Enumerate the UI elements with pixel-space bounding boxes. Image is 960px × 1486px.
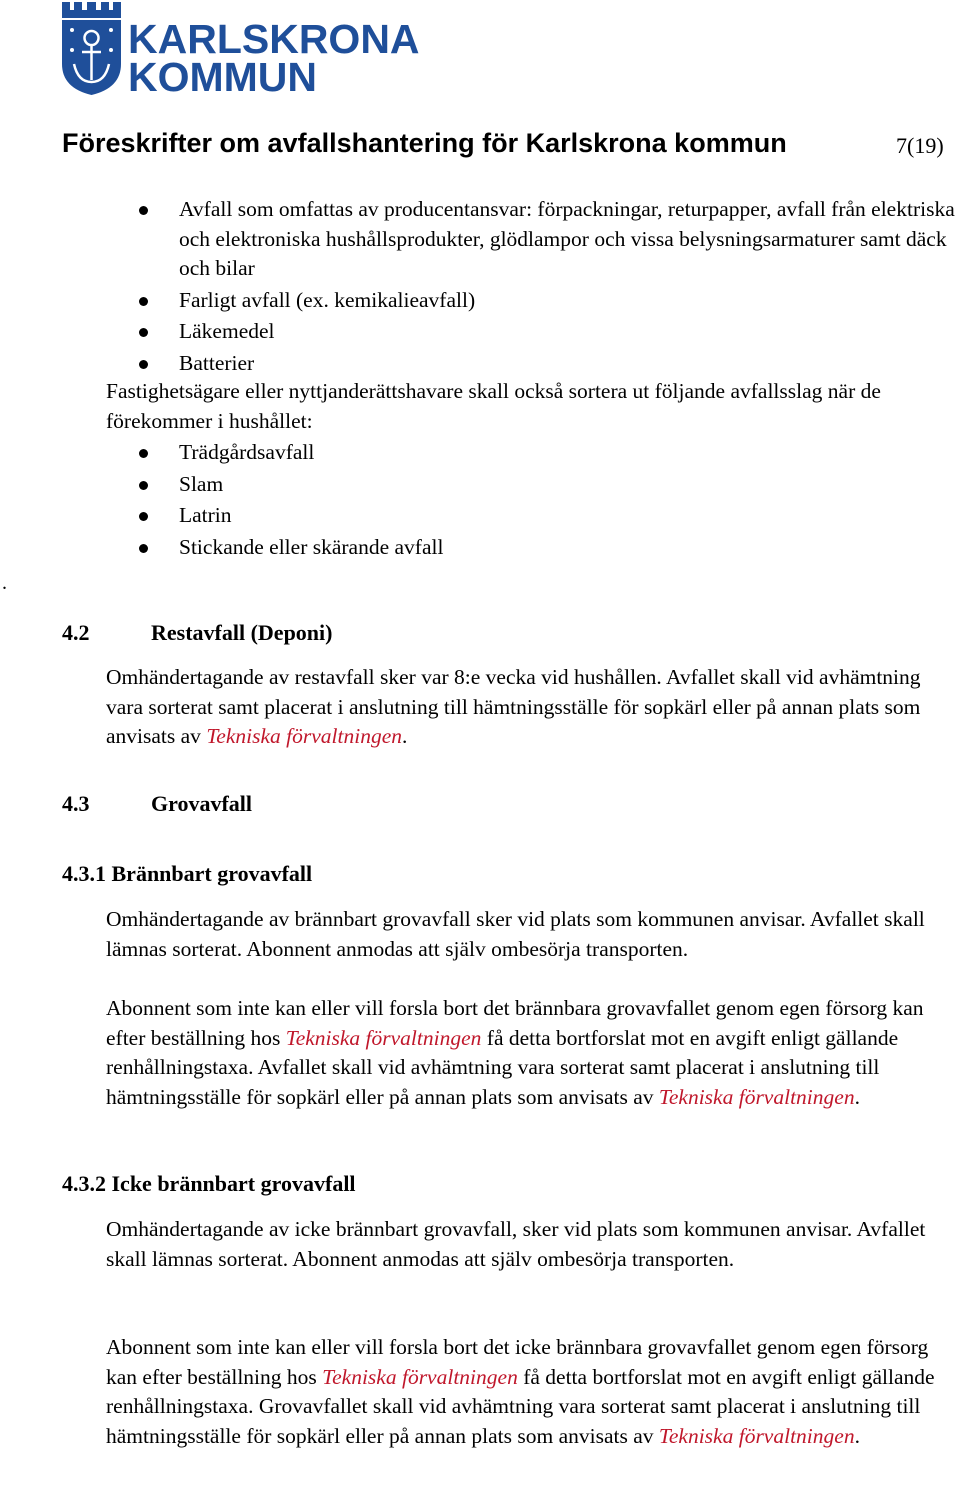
list-item-text: Latrin <box>179 503 232 527</box>
list-item <box>134 286 960 316</box>
list-item-text: Trädgårdsavfall <box>179 440 315 464</box>
section-number: 4.3.2 <box>62 1171 106 1196</box>
list-item <box>134 438 960 468</box>
section-heading-4-3-2 <box>62 1171 356 1197</box>
paragraph-text: Abonnent som inte kan eller vill forsla bort det icke brännbara grovavfallet genom egen försorg kan efter beställning hos <box>106 1335 929 1389</box>
bullet-list-sorted-waste <box>134 195 960 378</box>
section-title: Brännbart grovavfall <box>111 861 313 886</box>
section-title: Icke brännbart grovavfall <box>111 1171 356 1196</box>
list-item-text: Farligt avfall (ex. kemikalieavfall) <box>179 287 476 312</box>
paragraph-text: . <box>402 724 408 748</box>
list-item-text: Batterier <box>179 350 255 375</box>
paragraph-text: . <box>854 1423 860 1448</box>
bullet-icon <box>139 512 148 521</box>
section-4-3-2-paragraph-2 <box>106 1333 956 1451</box>
bullet-icon <box>139 297 148 306</box>
list-item <box>134 501 960 531</box>
brand-logo <box>128 16 420 100</box>
municipal-crest-icon <box>60 2 124 96</box>
bullet-list-extra-waste <box>134 438 960 562</box>
bullet-icon <box>139 544 148 553</box>
section-number: 4.3.1 <box>62 861 106 886</box>
section-number: 4.2 <box>62 620 90 645</box>
stray-mark: . <box>2 572 7 594</box>
bullet-icon <box>139 206 148 215</box>
page-number: 7(19) <box>896 133 944 158</box>
tekniska-forvaltningen-link[interactable]: Tekniska förvaltningen <box>285 1025 482 1050</box>
list-item-text: Stickande eller skärande avfall <box>179 534 444 559</box>
list-item <box>134 533 960 563</box>
section-title: Grovavfall <box>151 791 253 816</box>
bullet-icon <box>139 328 148 337</box>
section-heading-4-2 <box>62 620 332 646</box>
list-item <box>134 317 960 347</box>
paragraph-text: få detta bortforslat mot en avgift enligt gällande renhållningstaxa. Avfallet skall vid avhämtning vara sorterat samt placerat i anslutning till hämtningsställe för sopkärl eller på annan plats som anvisats av <box>106 1025 899 1109</box>
bullet-icon <box>139 449 148 458</box>
section-4-2-paragraph <box>106 663 956 752</box>
bullet-icon <box>139 481 148 490</box>
paragraph-text: få detta bortforslat mot en avgift enligt gällande renhållningstaxa. Grovavfallet skall vid avhämtning vara sorterat samt placerat i anslutning till hämtningsställe för sopkärl eller på annan plats som anvisats av <box>106 1364 935 1448</box>
list-item <box>134 470 960 500</box>
section-4-3-1-paragraph-2 <box>106 994 960 1112</box>
section-title: Restavfall (Deponi) <box>151 620 333 645</box>
section-number: 4.3 <box>62 791 90 816</box>
list-item-text: Läkemedel <box>179 319 275 343</box>
list-item-text: Avfall som omfattas av producentansvar: förpackningar, returpapper, avfall från elektriska och elektroniska hushållsprodukter, glödlampor och vissa belysningsarmaturer samt däck och bilar <box>179 197 955 280</box>
section-heading-4-3 <box>62 791 252 817</box>
list-item <box>134 349 960 379</box>
tekniska-forvaltningen-link[interactable]: Tekniska förvaltningen <box>322 1364 518 1389</box>
list-item <box>134 195 960 284</box>
bullet-icon <box>139 360 148 369</box>
tekniska-forvaltningen-link[interactable]: Tekniska förvaltningen <box>658 1084 855 1109</box>
document-title: Föreskrifter om avfallshantering för Karlskrona kommun <box>62 128 787 158</box>
section-heading-4-3-1 <box>62 861 312 887</box>
paragraph-text: Omhändertagande av restavfall sker var 8:e vecka vid hushållen. Avfallet skall vid avhämtning vara sorterat samt placerat i anslutning till hämtningsställe för sopkärl eller på annan plats som anvisats av <box>106 665 921 748</box>
paragraph-text: . <box>854 1084 860 1109</box>
section-4-3-1-paragraph-1: Omhändertagande av brännbart grovavfall sker vid plats som kommunen anvisar. Avfallet skall lämnas sorterat. Abonnent anmodas att själv ombesörja transporten. <box>106 907 925 961</box>
tekniska-forvaltningen-link[interactable]: Tekniska förvaltningen <box>206 724 402 748</box>
tekniska-forvaltningen-link[interactable]: Tekniska förvaltningen <box>658 1423 855 1448</box>
list-item-text: Slam <box>179 471 224 496</box>
logo-line-1: KARLSKRONA <box>128 16 420 62</box>
section-4-3-2-paragraph-1: Omhändertagande av icke brännbart grovavfall, sker vid plats som kommunen anvisar. Avfallet skall lämnas sorterat. Abonnent anmodas att själv ombesörja transporten. <box>106 1217 926 1271</box>
paragraph-text: Abonnent som inte kan eller vill forsla bort det brännbara grovavfallet genom egen försorg kan efter beställning hos <box>106 996 924 1050</box>
intro-paragraph: Fastighetsägare eller nyttjanderättshavare skall också sortera ut följande avfallsslag när de förekommer i hushållet: <box>106 379 881 433</box>
logo-line-2: KOMMUN <box>128 54 318 100</box>
